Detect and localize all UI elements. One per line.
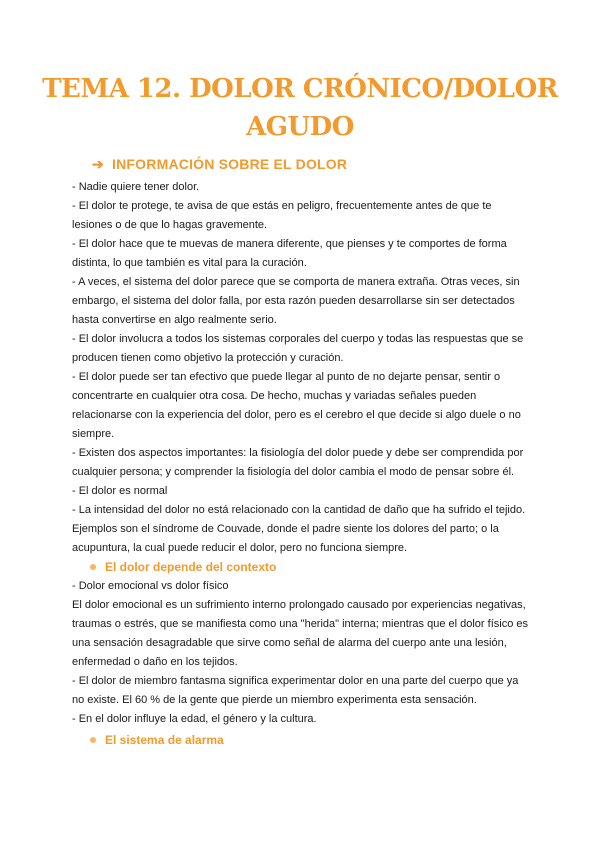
paragraph: - Dolor emocional vs dolor físico xyxy=(72,580,229,592)
arrow-right-icon: ➔ xyxy=(92,156,104,172)
paragraph: - El dolor es normal xyxy=(72,485,168,497)
paragraph: - A veces, el sistema del dolor parece que se comporta de manera extraña. Otras veces, sin embargo, el sistema del dolor falla, por esta razón pueden desarrollarse sin ser detectados hasta convertirse en algo realmente serio. xyxy=(72,276,520,326)
paragraph: - El dolor puede ser tan efectivo que puede llegar al punto de no dejarte pensar, sentir o concentrarte en cualquier otra cosa. De hecho, muchas y variadas señales pueden relacionarse con la experiencia del dolor, pero es el cerebro el que decide si algo duele o no siempre. xyxy=(72,371,521,440)
paragraph: - La intensidad del dolor no está relacionado con la cantidad de daño que ha sufrido el tejido. Ejemplos son el síndrome de Couvade, donde el padre siente los dolores del parto; o la acupuntura, la cual puede reducir el dolor, pero no funciona siempre. xyxy=(72,504,526,554)
subheading-context xyxy=(90,558,532,577)
document-title: TEMA 12. DOLOR CRÓNICO/DOLOR AGUDO xyxy=(42,74,558,142)
paragraph: El dolor emocional es un sufrimiento interno prolongado causado por experiencias negativas, traumas o estrés, que se manifiesta como una "herida" interna; mientras que el dolor físico es una sensación desagradable que sirve como señal de alarma del cuerpo ante una lesión, enfermedad o daño en los tejidos. xyxy=(72,599,528,668)
section-heading-text: INFORMACIÓN SOBRE EL DOLOR xyxy=(112,156,348,172)
bullet-icon xyxy=(90,737,96,743)
paragraph: - En el dolor influye la edad, el género y la cultura. xyxy=(72,713,317,725)
section-heading xyxy=(92,156,347,173)
paragraph: - Existen dos aspectos importantes: la fisiología del dolor puede y debe ser comprendida por cualquier persona; y comprender la fisiología del dolor cambia el modo de pensar sobre él. xyxy=(72,447,524,478)
body-text xyxy=(72,178,532,750)
bullet-icon xyxy=(90,564,96,570)
subheading-text: El sistema de alarma xyxy=(105,733,224,747)
paragraph: - El dolor te protege, te avisa de que estás en peligro, frecuentemente antes de que te lesiones o de que lo hagas gravemente. xyxy=(72,200,492,231)
paragraph: - El dolor involucra a todos los sistemas corporales del cuerpo y todas las respuestas que se producen tienen como objetivo la protección y curación. xyxy=(72,333,524,364)
paragraph: - El dolor de miembro fantasma significa experimentar dolor en una parte del cuerpo que ya no existe. El 60 % de la gente que pierde un miembro experimenta esta sensación. xyxy=(72,675,519,706)
paragraph: - Nadie quiere tener dolor. xyxy=(72,181,200,193)
subheading-alarm-system xyxy=(90,731,532,750)
subheading-text: El dolor depende del contexto xyxy=(105,560,277,574)
paragraph: - El dolor hace que te muevas de manera diferente, que pienses y te comportes de forma distinta, lo que también es vital para la curación. xyxy=(72,238,507,269)
